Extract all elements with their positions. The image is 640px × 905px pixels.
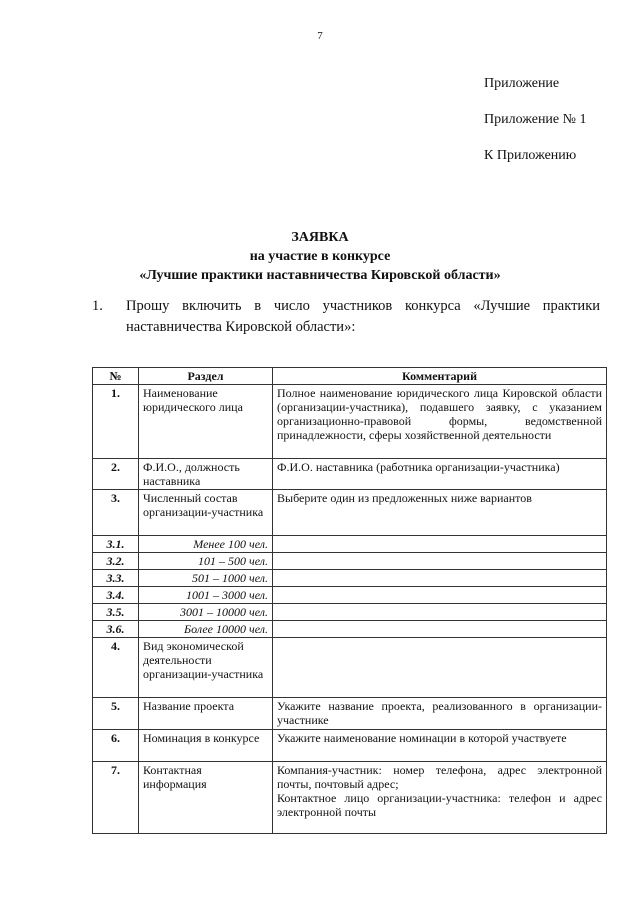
header-comment: Комментарий xyxy=(273,368,607,385)
row-section: Ф.И.О., должность наставника xyxy=(139,459,273,490)
row-comment: Укажите название проекта, реализованного в организации-участнике xyxy=(273,698,607,730)
row-comment xyxy=(273,536,607,553)
row-comment xyxy=(273,553,607,570)
row-comment: Выберите один из предложенных ниже вариантов xyxy=(273,490,607,536)
row-section: Менее 100 чел. xyxy=(139,536,273,553)
request-number: 1. xyxy=(92,298,103,314)
row-comment xyxy=(273,587,607,604)
row-section: Численный состав организации-участника xyxy=(139,490,273,536)
title-line-2: на участие в конкурсе xyxy=(249,249,391,264)
header-number: № xyxy=(93,368,139,385)
row-number: 3.6. xyxy=(93,621,139,638)
request-paragraph xyxy=(92,296,600,338)
document-title xyxy=(0,228,640,285)
contact-company-text: Компания-участник: номер телефона, адрес электронной почты, почтовый адрес; xyxy=(277,763,602,791)
row-section: 101 – 500 чел. xyxy=(139,553,273,570)
row-comment: Полное наименование юридического лица Кировской области (организации-участника), подавшего заявку, с указанием организационно-правовой формы, ведомственной принадлежности, сферы хозяйственной деятельности xyxy=(273,385,607,459)
row-number: 5. xyxy=(93,698,139,730)
table-row xyxy=(93,762,607,834)
row-comment xyxy=(273,570,607,587)
row-number: 3.2. xyxy=(93,553,139,570)
table-row xyxy=(93,536,607,553)
appendix-line-1: Приложение xyxy=(484,76,560,91)
row-section: Название проекта xyxy=(139,698,273,730)
row-comment xyxy=(273,638,607,698)
row-section: Вид экономической деятельности организации-участника xyxy=(139,638,273,698)
row-number: 3.3. xyxy=(93,570,139,587)
row-comment xyxy=(273,604,607,621)
header-section: Раздел xyxy=(139,368,273,385)
row-number: 3.5. xyxy=(93,604,139,621)
row-section: Контактная информация xyxy=(139,762,273,834)
row-comment xyxy=(273,621,607,638)
row-section: Более 10000 чел. xyxy=(139,621,273,638)
title-line-3: «Лучшие практики наставничества Кировской области» xyxy=(139,268,501,283)
table-row xyxy=(93,730,607,762)
row-section: 501 – 1000 чел. xyxy=(139,570,273,587)
table-row xyxy=(93,570,607,587)
appendix-line-3: К Приложению xyxy=(484,148,577,163)
table-row xyxy=(93,490,607,536)
row-number: 3.4. xyxy=(93,587,139,604)
row-number: 7. xyxy=(93,762,139,834)
row-section: Наименование юридического лица xyxy=(139,385,273,459)
row-number: 4. xyxy=(93,638,139,698)
title-line-1: ЗАЯВКА xyxy=(291,230,349,245)
table-row xyxy=(93,459,607,490)
request-text: Прошу включить в число участников конкурса «Лучшие практики наставничества Кировской области»: xyxy=(126,298,600,335)
table-row xyxy=(93,638,607,698)
contact-person-text: Контактное лицо организации-участника: телефон и адрес электронной почты xyxy=(277,791,602,819)
appendix-line-2: Приложение № 1 xyxy=(484,112,587,127)
table-row xyxy=(93,621,607,638)
page-number: 7 xyxy=(317,30,323,42)
table-row xyxy=(93,587,607,604)
table-row xyxy=(93,604,607,621)
row-section: Номинация в конкурсе xyxy=(139,730,273,762)
row-section: 3001 – 10000 чел. xyxy=(139,604,273,621)
application-table xyxy=(92,367,607,834)
row-number: 6. xyxy=(93,730,139,762)
row-comment: Укажите наименование номинации в которой участвуете xyxy=(273,730,607,762)
row-number: 1. xyxy=(93,385,139,459)
row-comment: Ф.И.О. наставника (работника организации-участника) xyxy=(273,459,607,490)
row-number: 2. xyxy=(93,459,139,490)
table-header-row xyxy=(93,368,607,385)
table-row xyxy=(93,698,607,730)
row-number: 3. xyxy=(93,490,139,536)
row-number: 3.1. xyxy=(93,536,139,553)
table-row xyxy=(93,385,607,459)
table-row xyxy=(93,553,607,570)
row-comment xyxy=(273,762,607,834)
row-section: 1001 – 3000 чел. xyxy=(139,587,273,604)
